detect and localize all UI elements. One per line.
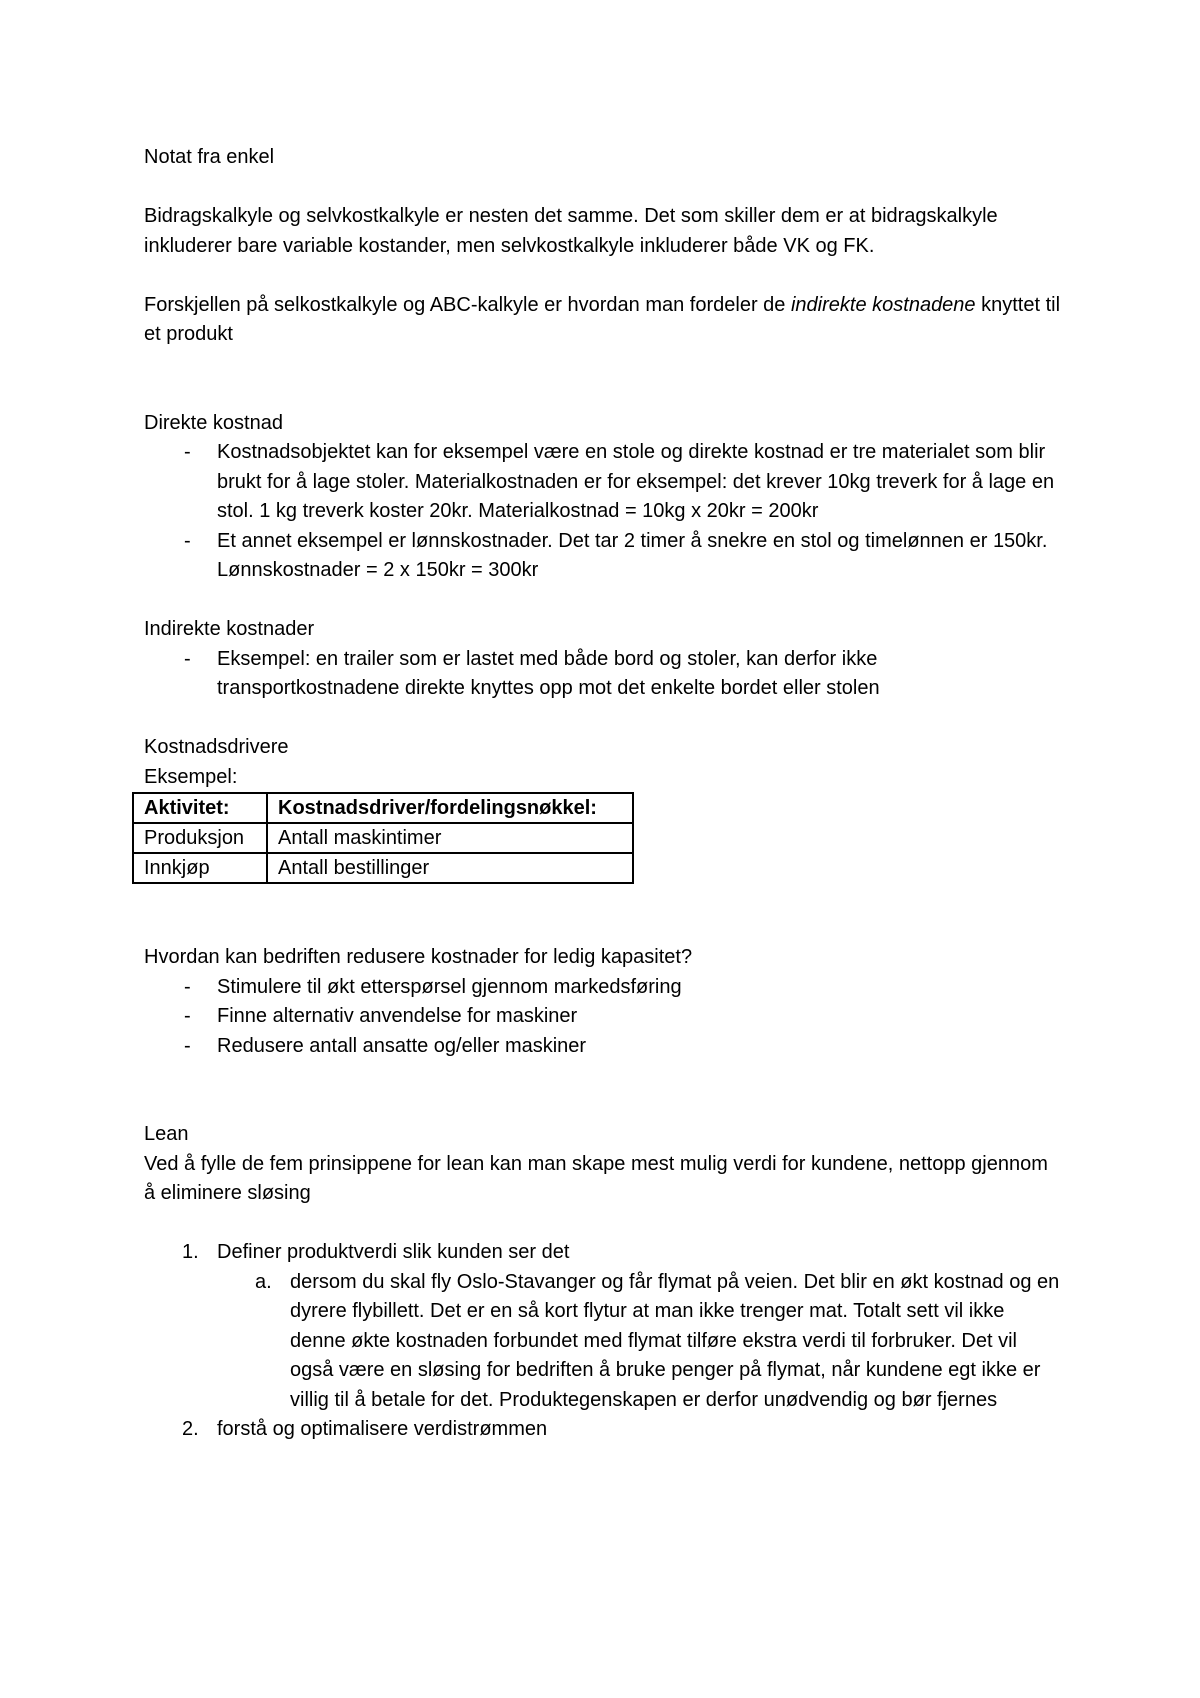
abc-text-after: knyttet til et produkt [144, 293, 1061, 345]
lean-principles-list [144, 1238, 1064, 1445]
intro-paragraph: Bidragskalkyle og selvkostkalkyle er nesten det samme. Det som skiller dem er at bidragskalkyle inkluderer bare variable kostander, men selvkostkalkyle inkluderer både VK og FK. [144, 205, 998, 257]
indirekte-list [144, 645, 1064, 704]
kapasitet-heading: Hvordan kan bedriften redusere kostnader for ledig kapasitet? [144, 946, 693, 968]
list-item [144, 1238, 1064, 1415]
table-header-cell: Aktivitet: [133, 793, 267, 823]
table-cell: Innkjøp [133, 853, 267, 883]
lean-intro: Ved å fylle de fem prinsippene for lean kan man skape mest mulig verdi for kundene, nettopp gjennom å eliminere sløsing [144, 1152, 1048, 1204]
drivere-heading: Kostnadsdrivere [144, 736, 289, 758]
direkte-heading: Direkte kostnad [144, 411, 283, 434]
document-title: Notat fra enkel [144, 146, 275, 168]
table-header-row [133, 793, 633, 823]
list-marker: 1. [182, 1241, 199, 1263]
sub-list-item [217, 1268, 1064, 1416]
drivere-subheading: Eksempel: [144, 765, 238, 788]
table-cell: Produksjon [133, 823, 267, 853]
table-row [133, 853, 633, 883]
list-marker: 2. [182, 1418, 199, 1440]
list-item-text: forstå og optimalisere verdistrømmen [217, 1418, 548, 1440]
list-item: - Finne alternativ anvendelse for maskiner [144, 1002, 1064, 1032]
list-item: - Stimulere til økt etterspørsel gjennom markedsføring [144, 973, 1064, 1003]
sub-list-item-text: dersom du skal fly Oslo-Stavanger og får flymat på veien. Det blir en økt kostnad og en dyrere flybillett. Det er en så kort flytur at man ikke trenger mat. Totalt sett vil ikke denne økte kostnaden forbundet med flymat tilføre ekstra verdi til forbruker. Det vil også være en sløsing for bedriften å bruke penger på flymat, når kundene egt ikke er villig til å betale for det. Produktegenskapen er derfor unødvendig og bør fjernes [290, 1270, 1060, 1411]
table-header-cell: Kostnadsdriver/fordelingsnøkkel: [267, 793, 633, 823]
abc-paragraph [144, 291, 1064, 350]
table-cell: Antall bestillinger [267, 853, 633, 883]
abc-text-before: Forskjellen på selkostkalkyle og ABC-kalkyle er hvordan man fordeler de [144, 293, 791, 316]
lean-heading: Lean [144, 1123, 189, 1145]
list-item [144, 1415, 1064, 1445]
document-body [144, 143, 1064, 1445]
table-row [133, 823, 633, 853]
indirekte-heading: Indirekte kostnader [144, 618, 315, 640]
table-cell: Antall maskintimer [267, 823, 633, 853]
list-item-text: Definer produktverdi slik kunden ser det [217, 1241, 570, 1263]
direkte-list [144, 438, 1064, 586]
list-item: - Kostnadsobjektet kan for eksempel være en stole og direkte kostnad er tre materialet som blir brukt for å lage stoler. Materialkostnaden er for eksempel: det krever 10kg treverk for å lage en stol. 1 kg treverk koster 20kr. Materialkostnad = 10kg x 20kr = 200kr [144, 438, 1064, 527]
sub-list [217, 1268, 1064, 1416]
abc-text-italic: indirekte kostnadene [790, 293, 976, 316]
cost-driver-table [132, 792, 634, 884]
list-item: - Eksempel: en trailer som er lastet med både bord og stoler, kan derfor ikke transportkostnadene direkte knyttes opp mot det enkelte bordet eller stolen [144, 645, 1064, 704]
list-item: - Et annet eksempel er lønnskostnader. Det tar 2 timer å snekre en stol og timelønnen er 150kr. Lønnskostnader = 2 x 150kr = 300kr [144, 527, 1064, 586]
list-marker: a. [255, 1270, 272, 1293]
list-item: - Redusere antall ansatte og/eller maskiner [144, 1032, 1064, 1062]
kapasitet-list [144, 973, 1064, 1062]
